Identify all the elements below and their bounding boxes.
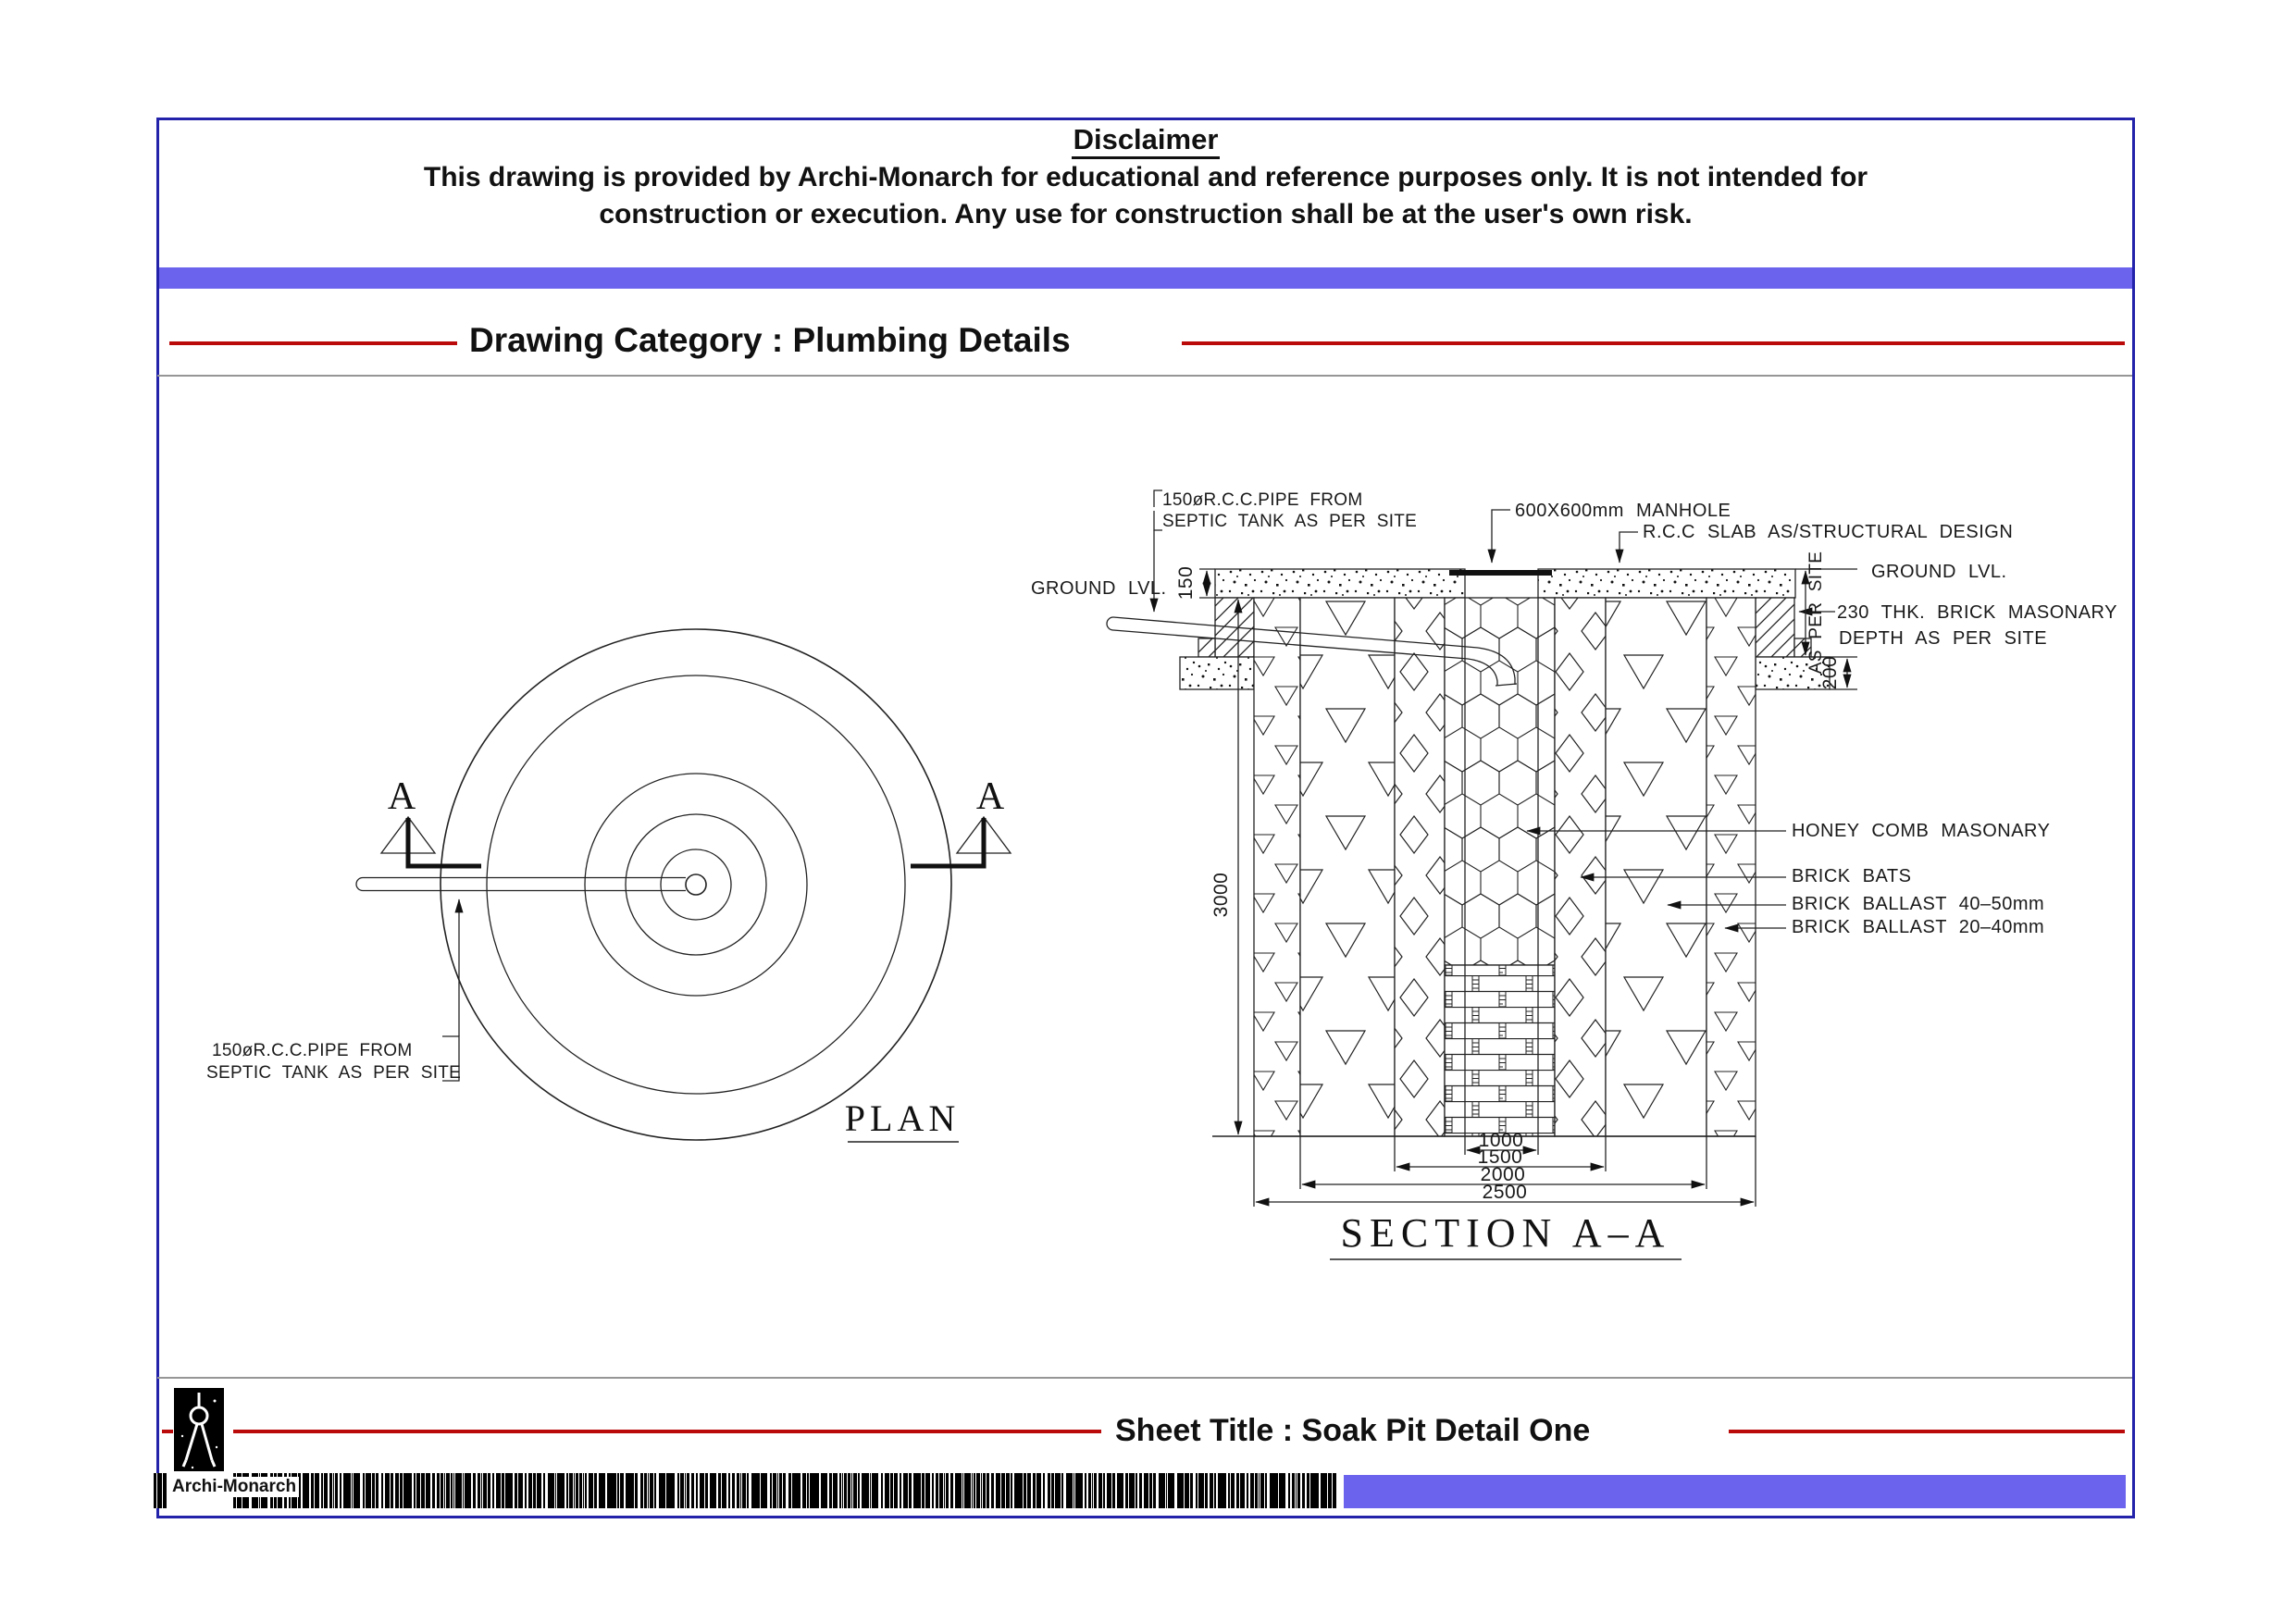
section-pipe-label-line2: SEPTIC TANK AS PER SITE: [1162, 512, 1418, 531]
disclaimer-line2: construction or execution. Any use for construction shall be at the user's own risk.: [599, 199, 1693, 229]
svg-text:3000: 3000: [1210, 872, 1232, 918]
barcode-stub: [154, 1473, 167, 1508]
svg-text:1000: 1000: [1478, 1130, 1524, 1151]
disclaimer-block: [159, 123, 2132, 233]
ballast40-label: BRICK BALLAST 40–50mm: [1792, 894, 2045, 914]
svg-text:2500: 2500: [1482, 1182, 1528, 1203]
compass-logo-icon: [174, 1388, 224, 1471]
svg-text:A: A: [387, 775, 416, 818]
footer-rule-left: [233, 1430, 1101, 1433]
brick-bats-label: BRICK BATS: [1792, 866, 1912, 886]
heading-rule-right: [1182, 341, 2125, 345]
ballast20-label: BRICK BALLAST 20–40mm: [1792, 917, 2045, 937]
ground-level-left-label: GROUND LVL.: [1031, 578, 1167, 599]
manhole-label: 600X600mm MANHOLE: [1515, 501, 1731, 521]
honeycomb-label: HONEY COMB MASONARY: [1792, 821, 2051, 841]
top-accent-bar: [159, 267, 2132, 289]
bottom-accent-bar: [1344, 1475, 2126, 1508]
masonry-label-line2: DEPTH AS PER SITE: [1839, 628, 2048, 649]
plan-title: PLAN: [844, 1097, 961, 1139]
brand-name: Archi-Monarch: [169, 1477, 299, 1497]
page-border: [156, 118, 2135, 1518]
sheet-title: Sheet Title : Soak Pit Detail One: [1115, 1413, 1591, 1448]
heading-separator: [157, 375, 2132, 377]
footer-rule-stub: [162, 1430, 173, 1433]
heading-rule-left: [169, 341, 457, 345]
section-title: SECTION A–A: [1340, 1210, 1671, 1256]
masonry-label-line1: 230 THK. BRICK MASONARY: [1837, 602, 2117, 623]
disclaimer-title: Disclaimer: [1072, 123, 1221, 159]
barcode: [233, 1473, 1336, 1508]
footer-separator: [157, 1377, 2132, 1379]
rcc-slab-label: R.C.C SLAB AS/STRUCTURAL DESIGN: [1643, 522, 2014, 542]
section-pipe-label-line1: 150øR.C.C.PIPE FROM: [1162, 490, 1363, 510]
footer-rule-right: [1729, 1430, 2125, 1433]
disclaimer-line1: This drawing is provided by Archi-Monarch for educational and reference purposes only. It is not intended for: [423, 162, 1868, 192]
brand-logo: [174, 1388, 224, 1471]
category-heading: Drawing Category : Plumbing Details: [469, 321, 1071, 359]
ground-level-right-label: GROUND LVL.: [1871, 562, 2007, 582]
plan-pipe-label-line2: SEPTIC TANK AS PER SITE: [206, 1063, 462, 1083]
svg-text:200: 200: [1819, 655, 1841, 690]
svg-text:150: 150: [1175, 565, 1197, 601]
svg-text:1500: 1500: [1477, 1146, 1523, 1168]
svg-text:A: A: [975, 775, 1005, 818]
svg-text:AS PER SITE: AS PER SITE: [1806, 551, 1826, 675]
svg-text:2000: 2000: [1480, 1164, 1526, 1185]
plan-pipe-label-line1: 150øR.C.C.PIPE FROM: [212, 1041, 413, 1060]
